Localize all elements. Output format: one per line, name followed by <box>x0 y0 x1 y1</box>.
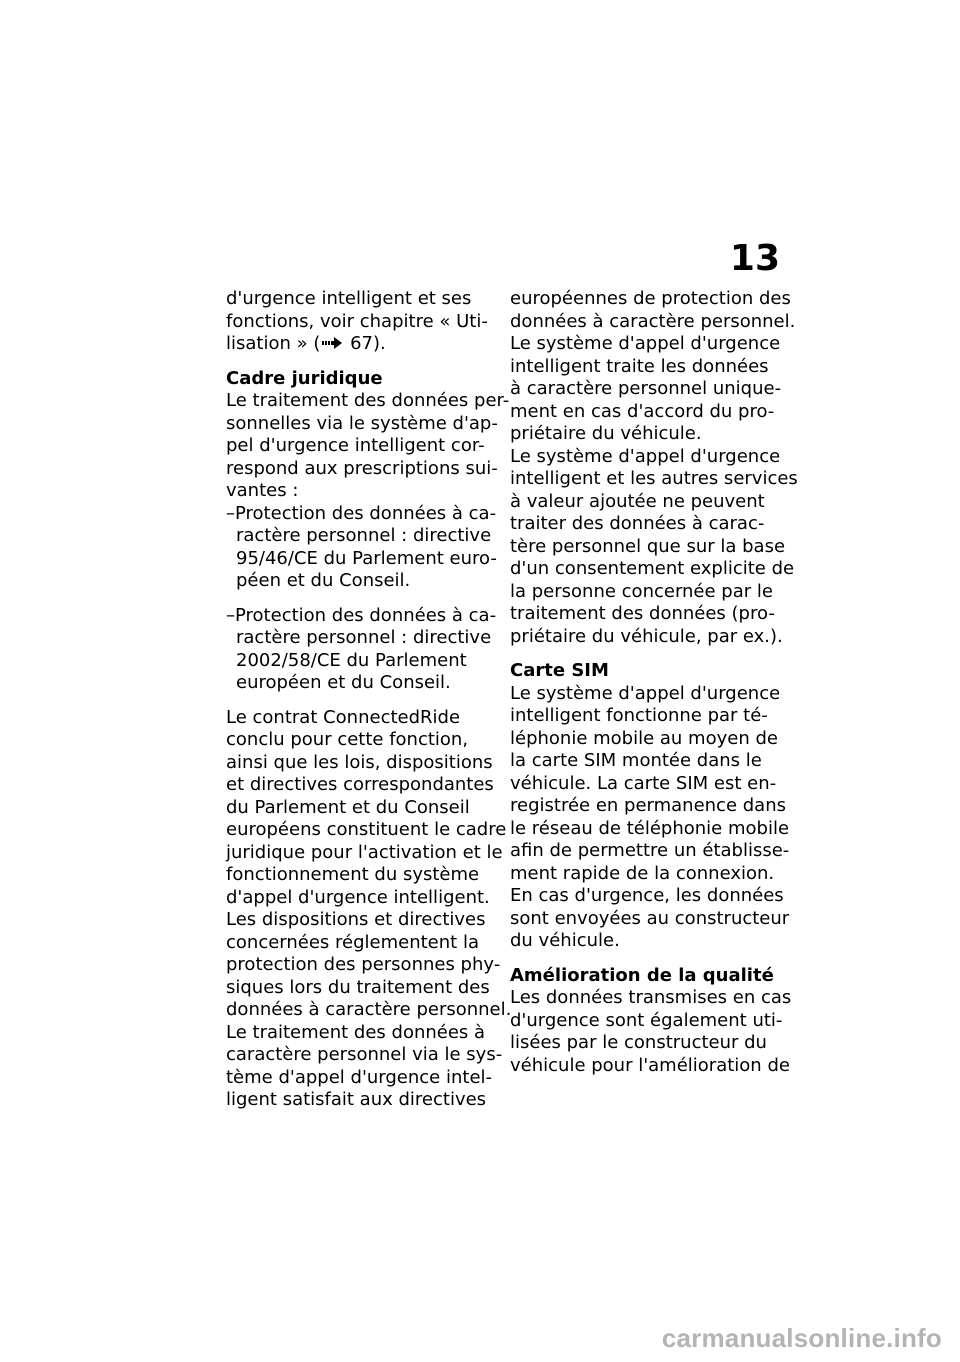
continuation-paragraph <box>510 288 798 648</box>
text-line: Les données transmises en cas <box>510 987 792 1008</box>
text-line: ment en cas d'accord du pro- <box>510 400 775 422</box>
section-heading: Carte SIM <box>510 660 609 681</box>
text-line: Le système d'appel d'urgence <box>510 445 781 467</box>
text-line: caractère personnel via le sys- <box>226 1044 503 1065</box>
text-line <box>226 333 490 356</box>
text-line: léphonie mobile au moyen de <box>510 727 778 749</box>
text-fragment: lisation » ( <box>226 333 321 354</box>
text-line: intelligent traite les données <box>510 355 769 377</box>
text-line: En cas d'urgence, les données <box>510 885 784 906</box>
text-line: traitement des données (pro- <box>510 603 775 624</box>
text-line: juridique pour l'activation et le <box>226 841 503 863</box>
text-line: le réseau de téléphonie mobile <box>510 817 790 839</box>
text-line: intelligent et les autres services <box>510 468 798 489</box>
text-line: données à caractère personnel. <box>226 999 512 1020</box>
text-line: respond aux prescriptions sui- <box>226 457 498 479</box>
text-line: Le système d'appel d'urgence <box>510 682 781 704</box>
text-line: d'appel d'urgence intelligent. <box>226 886 490 908</box>
text-line: européennes de protection des <box>510 288 791 309</box>
quality-section <box>510 964 792 1078</box>
text-line: et directives correspondantes <box>226 774 494 795</box>
text-line: européens constituent le cadre <box>226 819 507 840</box>
text-line: afin de permettre un établisse- <box>510 840 790 861</box>
text-line: tère personnel que sur la base <box>510 535 786 557</box>
intro-paragraph <box>226 288 490 356</box>
section-heading: Cadre juridique <box>226 367 383 389</box>
section-heading: Amélioration de la qualité <box>510 964 774 986</box>
text-line: 95/46/CE du Parlement euro- <box>236 547 497 569</box>
text-line: pel d'urgence intelligent cor- <box>226 435 485 456</box>
text-line: concernées réglementent la <box>226 931 479 953</box>
text-line: Les dispositions et directives <box>226 909 486 930</box>
text-line: du véhicule. <box>510 930 620 951</box>
text-line: ractère personnel : directive <box>236 525 492 546</box>
page-number: 13 <box>729 238 780 279</box>
text-line: d'un consentement explicite de <box>510 558 795 579</box>
bullet-item <box>226 502 497 593</box>
text-line: la personne concernée par le <box>510 580 773 602</box>
text-line: données à caractère personnel. <box>510 310 796 332</box>
text-line: à valeur ajoutée ne peuvent <box>510 490 765 512</box>
text-line: européen et du Conseil. <box>236 672 451 693</box>
text-line: du Parlement et du Conseil <box>226 796 470 818</box>
text-line: fonctions, voir chapitre « Uti- <box>226 310 488 332</box>
text-line: sont envoyées au constructeur <box>510 907 790 929</box>
text-line: conclu pour cette fonction, <box>226 729 469 750</box>
right-column <box>510 288 798 1077</box>
text-line: à caractère personnel unique- <box>510 378 782 399</box>
page-reference[interactable]: 67). <box>344 333 386 354</box>
text-line: sonnelles via le système d'ap- <box>226 412 498 434</box>
contract-paragraph <box>226 706 512 1112</box>
text-line: priétaire du véhicule, par ex.). <box>510 625 783 647</box>
text-line: Le contrat ConnectedRide <box>226 706 461 728</box>
text-line: protection des personnes phy- <box>226 954 501 975</box>
text-line: lisées par le constructeur du <box>510 1032 767 1053</box>
text-line: 2002/58/CE du Parlement <box>236 649 467 671</box>
text-line: fonctionnement du système <box>226 864 480 885</box>
text-line: ractère personnel : directive <box>236 627 492 648</box>
text-line: ment rapide de la connexion. <box>510 862 775 884</box>
text-line: péen et du Conseil. <box>236 570 411 591</box>
text-line: d'urgence intelligent et ses <box>226 288 472 309</box>
text-line: –Protection des données à ca- <box>226 502 497 524</box>
text-line: siques lors du traitement des <box>226 976 490 998</box>
arrow-right-icon <box>322 337 342 349</box>
text-line: –Protection des données à ca- <box>226 604 497 626</box>
text-line: registrée en permanence dans <box>510 795 786 816</box>
left-column <box>226 288 512 1112</box>
legal-section <box>226 367 510 503</box>
text-line: Le traitement des données à <box>226 1021 486 1043</box>
watermark: carmanualsonline.info <box>661 1323 942 1353</box>
text-line: traiter des données à carac- <box>510 513 765 534</box>
text-line: priétaire du véhicule. <box>510 423 702 444</box>
sim-section <box>510 660 790 953</box>
text-line: d'urgence sont également uti- <box>510 1009 783 1031</box>
text-line: la carte SIM montée dans le <box>510 750 762 771</box>
text-line: Le système d'appel d'urgence <box>510 333 781 354</box>
bullet-item <box>226 604 497 695</box>
text-line: ainsi que les lois, dispositions <box>226 751 493 773</box>
text-line: ligent satisfait aux directives <box>226 1089 487 1110</box>
text-line: intelligent fonctionne par té- <box>510 705 768 726</box>
text-line: vantes : <box>226 480 299 501</box>
text-line: véhicule. La carte SIM est en- <box>510 772 777 794</box>
text-line: tème d'appel d'urgence intel- <box>226 1066 493 1088</box>
text-line: Le traitement des données per- <box>226 390 510 411</box>
text-line: véhicule pour l'amélioration de <box>510 1054 790 1076</box>
